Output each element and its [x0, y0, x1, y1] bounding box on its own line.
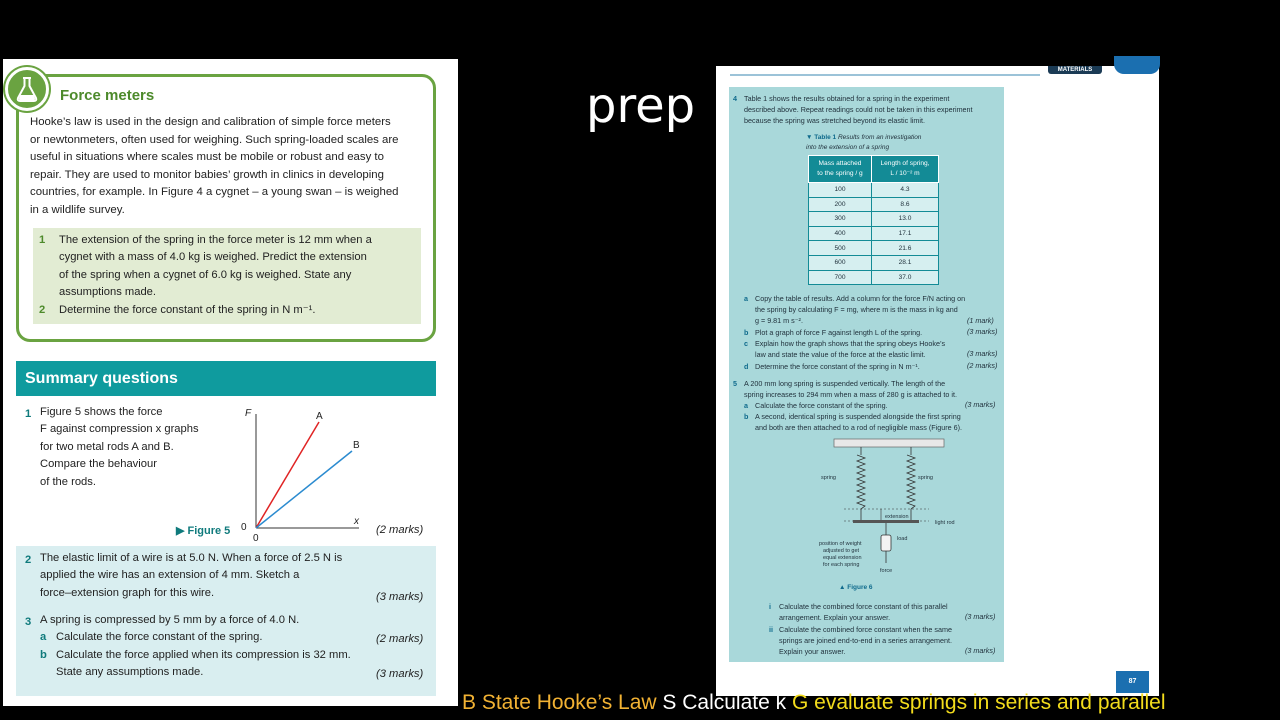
summary-question-2 [40, 550, 380, 602]
part-line: Copy the table of results. Add a column for the force F/N acting on [755, 294, 966, 303]
header-line: Mass attached [818, 160, 862, 167]
line-a-label: A [316, 411, 323, 422]
marks: (2 marks) [376, 633, 424, 645]
table-caption-text: Results from an investigation [837, 134, 922, 141]
extension-label: extension [885, 514, 909, 520]
column-header [809, 156, 872, 183]
part-a-text: Calculate the force constant of the spring. [56, 631, 263, 643]
figure-5-caption: ▶ Figure 5 [176, 525, 231, 537]
paragraph-line: Hooke’s law is used in the design and calibration of simple force meters [30, 116, 391, 128]
question-item [39, 302, 415, 319]
part-line: Explain your answer. [779, 647, 846, 656]
part-label: b [744, 412, 749, 421]
table-cell: 100 [809, 183, 872, 198]
table-cell: 37.0 [872, 270, 939, 285]
marks: (3 marks) [376, 668, 424, 680]
marks: (3 marks) [967, 327, 998, 336]
part-label: b [40, 649, 47, 661]
question-line: The extension of the spring in the force meter is 12 mm when a [59, 234, 372, 246]
table-row [809, 212, 939, 227]
table-cell: 400 [809, 226, 872, 241]
table-cell: 500 [809, 241, 872, 256]
part-label: a [744, 401, 748, 410]
force-meters-questions [33, 228, 421, 324]
position-note-line: adjusted to get [823, 548, 860, 554]
part-text: Calculate the force constant of the spring. [755, 401, 888, 410]
paragraph-line: countries, for example. In Figure 4 a cygnet – a young swan – is weighed [30, 186, 399, 199]
question-line: Calculate the force applied when its compression is 32 mm. [56, 649, 351, 661]
part-text: Determine the force constant of the spring in N m⁻¹. [755, 362, 920, 371]
force-label: force [880, 568, 893, 574]
spring-left-label: spring [821, 475, 836, 481]
part-text: Plot a graph of force F against length L of the spring. [755, 328, 923, 337]
left-textbook-page [3, 59, 458, 706]
question-text [59, 232, 415, 302]
question-4-text [744, 93, 1004, 126]
figure-6-diagram [819, 439, 999, 595]
line-b-label: B [353, 440, 360, 451]
light-rod [853, 520, 919, 523]
paragraph-line: repair. They are used to monitor babies’ growth in clinics in developing [30, 168, 384, 181]
question-line: because the spring was stretched beyond its elastic limit. [744, 116, 925, 125]
table-cell: 700 [809, 270, 872, 285]
header-line: L / 10⁻² m [890, 170, 920, 177]
line-a [256, 422, 319, 528]
summary-questions-header [16, 361, 436, 396]
part-line: A second, identical spring is suspended alongside the first spring [755, 412, 961, 421]
table-cell: 200 [809, 197, 872, 212]
question-line: Compare the behaviour [40, 458, 157, 471]
load-label: load [897, 536, 908, 542]
objective-silver: S Calculate k [662, 691, 787, 714]
position-note-line: position of weight [819, 541, 862, 547]
header-tab [1114, 56, 1160, 74]
question-line: applied the wire has an extension of 4 mm. Sketch a [40, 569, 300, 582]
force-meters-paragraph [30, 114, 412, 220]
line-b [256, 451, 352, 528]
question-number: 1 [25, 408, 32, 420]
marks: (3 marks) [965, 612, 996, 621]
question-text [59, 302, 415, 319]
table-caption-label: ▼ Table 1 [806, 134, 837, 141]
origin-label: 0 [241, 522, 247, 533]
question-line: A spring is compressed by 5 mm by a force of 4.0 N. [40, 614, 300, 626]
flask-icon [5, 67, 49, 111]
question-line: Determine the force constant of the spring in N m⁻¹. [59, 303, 316, 316]
header-rule [730, 74, 1040, 76]
part-text [755, 411, 1005, 433]
light-rod-label: light rod [935, 520, 955, 526]
marks: (3 marks) [376, 591, 424, 603]
part-label: ii [769, 625, 773, 634]
page-number: 87 [1116, 671, 1149, 693]
y-axis-label: F [245, 408, 252, 419]
origin-x-label: 0 [253, 533, 259, 544]
question-line: force–extension graph for this wire. [40, 586, 215, 599]
part-text [779, 624, 979, 657]
part-line: Calculate the combined force constant when the same [779, 625, 952, 634]
column-header [872, 156, 939, 183]
position-note-line: equal extension [823, 555, 862, 561]
part-text [755, 338, 965, 360]
x-axis-label: x [354, 516, 359, 527]
marks: (3 marks) [965, 646, 996, 655]
question-5-text [744, 378, 1004, 400]
table-row [809, 183, 939, 198]
support-beam [834, 439, 944, 447]
table-cell: 300 [809, 212, 872, 227]
summary-questions-body [16, 396, 436, 696]
question-number: 5 [733, 379, 737, 388]
question-number: 3 [25, 616, 32, 628]
question-number: 2 [25, 554, 32, 566]
part-b-text [56, 647, 396, 682]
question-line: State any assumptions made. [56, 666, 204, 679]
table-row [809, 270, 939, 285]
spring-right [907, 455, 915, 509]
paragraph-line: in a wildlife survey. [30, 203, 125, 216]
part-line: Calculate the combined force constant of this parallel [779, 602, 948, 611]
table-header-row [809, 156, 939, 183]
part-text [779, 601, 979, 623]
question-number: 2 [39, 303, 46, 316]
marks: (3 marks) [967, 349, 998, 358]
figure-5-graph [241, 402, 361, 544]
marks: (3 marks) [965, 400, 996, 409]
table-cell: 17.1 [872, 226, 939, 241]
table-cell: 28.1 [872, 255, 939, 270]
table-caption-line: into the extension of a spring [806, 144, 890, 151]
table-1-caption [806, 133, 921, 153]
marks: (2 marks) [967, 361, 998, 370]
part-line: springs are joined end-to-end in a series arrangement. [779, 636, 952, 645]
header-badge: MATERIALS [1048, 66, 1102, 74]
spring-left [857, 455, 865, 509]
table-cell: 4.3 [872, 183, 939, 198]
table-cell: 8.6 [872, 197, 939, 212]
part-text [755, 293, 995, 326]
question-line: described above. Repeat readings could not be taken in this experiment [744, 105, 973, 114]
right-textbook-page [716, 66, 1159, 696]
question-item [39, 232, 415, 302]
question-number: 1 [39, 234, 46, 246]
part-label: a [744, 294, 748, 303]
table-cell: 21.6 [872, 241, 939, 256]
prep-label: prep [586, 78, 696, 134]
question-line: F against compression x graphs [40, 423, 199, 436]
paragraph-line: or newtonmeters, often used for weighing. Such spring-loaded scales are [30, 133, 399, 146]
question-number: 4 [733, 94, 737, 103]
part-label: a [40, 631, 47, 643]
part-label: c [744, 339, 748, 348]
spring-right-label: spring [918, 475, 933, 481]
question-line: cygnet with a mass of 4.0 kg is weighed. Predict the extension [59, 251, 367, 264]
table-row [809, 226, 939, 241]
load-weight [881, 535, 891, 551]
question-line: Table 1 shows the results obtained for a spring in the experiment [744, 94, 950, 103]
summary-question-3 [40, 612, 380, 629]
part-line: g = 9.81 m s⁻². [755, 316, 803, 325]
part-line: and both are then attached to a rod of negligible mass (Figure 6). [755, 423, 962, 432]
part-line: law and state the value of the force at the elastic limit. [755, 350, 926, 359]
questions-panel [729, 87, 1004, 662]
question-text [40, 404, 230, 491]
marks: (2 marks) [376, 524, 424, 536]
part-line: the spring by calculating F = mg, where m is the mass in kg and [755, 305, 958, 314]
part-label: i [769, 602, 771, 611]
table-cell: 13.0 [872, 212, 939, 227]
table-row [809, 241, 939, 256]
question-line: of the rods. [40, 475, 96, 488]
part-label: d [744, 362, 749, 371]
learning-objectives [462, 690, 1166, 716]
table-cell: 600 [809, 255, 872, 270]
summary-questions-title: Summary questions [25, 370, 178, 387]
part-label: b [744, 328, 749, 337]
part-line: arrangement. Explain your answer. [779, 613, 891, 622]
marks: (1 mark) [967, 316, 994, 325]
paragraph-line: useful in situations where scales must be mobile or robust and easy to [30, 151, 384, 164]
question-line: spring increases to 294 mm when a mass of 280 g is attached to it. [744, 390, 957, 399]
question-line: assumptions made. [59, 286, 157, 299]
table-row [809, 197, 939, 212]
question-line: A 200 mm long spring is suspended vertically. The length of the [744, 379, 946, 388]
objective-bronze: B State Hooke’s Law [462, 691, 657, 714]
position-note-line: for each spring [823, 562, 860, 568]
question-line: of the spring when a cygnet of 6.0 kg is weighed. State any [59, 268, 352, 281]
table-1 [808, 155, 939, 285]
force-meters-title: Force meters [60, 87, 155, 104]
table-row [809, 255, 939, 270]
summary-question-1 [16, 396, 436, 546]
question-line: for two metal rods A and B. [40, 440, 174, 453]
question-line: The elastic limit of a wire is at 5.0 N. When a force of 2.5 N is [40, 552, 343, 564]
part-line: Explain how the graph shows that the spring obeys Hooke’s [755, 339, 946, 348]
header-line: to the spring / g [817, 170, 863, 177]
objective-gold: G evaluate springs in series and parallel [791, 691, 1166, 714]
header-line: Length of spring, [880, 160, 930, 167]
question-line: Figure 5 shows the force [40, 406, 163, 418]
figure-6-caption: ▲ Figure 6 [839, 584, 873, 591]
